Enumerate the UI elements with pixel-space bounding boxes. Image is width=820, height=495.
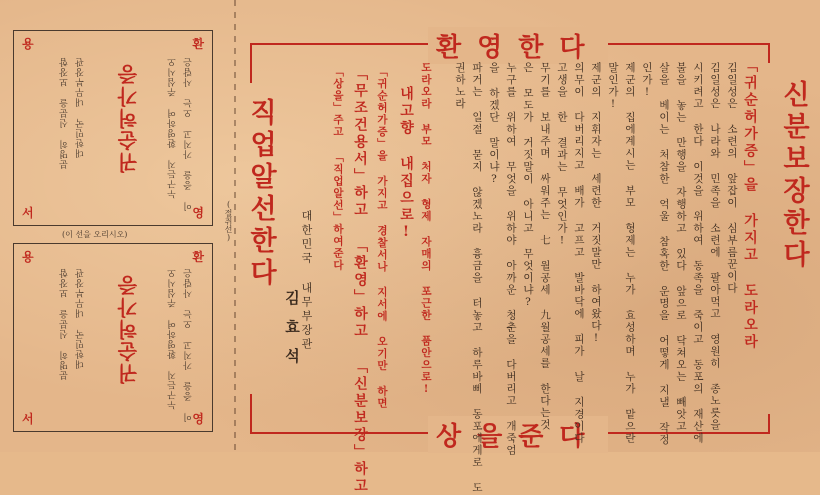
body-line: 김일성은 소련의 앞잡이 심부름꾼이다: [726, 62, 738, 295]
coupon-corner-mark: 환: [192, 250, 204, 264]
headline-bottom: 상을준다: [428, 416, 608, 453]
fold-line: [234, 0, 236, 452]
coupon-text-line: 누구든지 환영하여 주십시오: [168, 57, 178, 199]
coupon-text-line: 이 증을 가지고 오는 사람은: [184, 268, 194, 422]
cut-line-side-note: (절취선): [224, 200, 233, 242]
coupon-corner-mark: 서: [22, 412, 34, 426]
coupon-corner-mark: 용: [22, 37, 34, 51]
body-slogan: 내고향 내집으로!: [398, 86, 414, 243]
frame-right-tick: [768, 43, 770, 63]
frame-left-tick: [250, 394, 252, 434]
body-line: 파거는 일절 묻지 않겠노라 흉금을 터놓고 하루바삐 동포에게로 도: [471, 62, 483, 494]
body-heading: 「귀순허가증」을 가지고 도라오라: [742, 58, 758, 351]
body-line: 시키려고 한다 이것을 위하여 동족을 죽이고 동포의 재산에: [692, 62, 704, 445]
body-line: 살을 베이는 처참한 억울 참혹한 운명을 어떻게 지낼 작정: [658, 62, 670, 446]
body-line: 인가!: [641, 62, 653, 100]
coupon-text-line: 분명히 신분을 보장함: [60, 268, 70, 380]
body-line: 불을 놓는 만행을 자행하고 있다 앞으로 닥쳐오는 빼앗고: [675, 62, 687, 433]
body-line: 「귀순허가증」을 가지고 경찰서나 지서에 오기만 하면: [376, 66, 388, 410]
body-line: 무기를 보내주며 싸워주는 七 월공세 九월공세를 한다는것: [539, 62, 551, 431]
headline-right: 신분보장한다: [778, 80, 809, 272]
coupon-corner-mark: 용: [22, 250, 34, 264]
coupon-text-line: 대한민국 내무부장관: [76, 268, 86, 369]
coupon-corner-mark: 영: [192, 412, 204, 426]
coupon-corner-mark: 영: [192, 206, 204, 220]
signer-title: 대한민국 내무부장관: [300, 210, 313, 352]
body-line: 제군의 지휘자는 세련한 거짓말만 하여왔다!: [590, 62, 602, 346]
coupon-text-line: 대한민국 내무부장관: [76, 57, 86, 158]
coupon-corner-mark: 환: [192, 37, 204, 51]
body-line: 은 모도가 거짓말이 아니고 무엇이냐?: [522, 62, 534, 310]
body-line: 도라오라 부모 처자 형제 자매의 포근한 품안으로!: [420, 62, 432, 397]
body-line: 누구를 위하여 무엇을 위하야 아까운 청춘을 다버리고 개죽엄: [505, 62, 517, 457]
body-line: 「상을」주고 「직업알선」하여준다: [332, 66, 344, 272]
coupon-text-line: 누구든지 환영하여 주십시오: [168, 268, 178, 410]
headline-left: 직업알선한다: [245, 98, 276, 290]
coupon-title: 귀순허가증: [117, 63, 141, 173]
coupon-top: [13, 30, 213, 226]
body-line: 권하노라: [454, 62, 466, 110]
coupon-text-line: 분명히 신분을 보장함: [60, 57, 70, 169]
headline-top: 환영한다: [428, 27, 608, 64]
coupon-title: 귀순허가증: [117, 274, 141, 384]
body-line: 말인가!: [607, 62, 619, 112]
coupon-bottom: [13, 243, 213, 432]
coupon-text-line: 이 증을 가지고 오는 사람은: [184, 57, 194, 211]
body-slogan: 「무조건용서」하고 「환영」하고 「신분보장」하고: [352, 66, 368, 495]
body-line: 고생을 한 결과는 무엇인가!: [556, 62, 568, 248]
body-line: 제군의 집에계시는 부모 형제는 누가 효성하며 누가 맡으란: [624, 62, 636, 445]
frame-right-tick: [768, 414, 770, 434]
signer-name: 김효석: [283, 290, 301, 377]
body-line: 의무이 다버리지고 배가 고프고 발바닥에 피가 날 지경이다: [573, 62, 585, 445]
frame-left-tick: [250, 43, 252, 83]
body-line: 을 하겠단 말이냐?: [488, 62, 500, 187]
cut-line-caption: (이 선을 오리시오): [62, 230, 128, 239]
coupon-corner-mark: 서: [22, 206, 34, 220]
body-line: 김일성은 나라와 민족을 소련에 팔아먹고 영원히 종노릇을: [709, 62, 721, 431]
